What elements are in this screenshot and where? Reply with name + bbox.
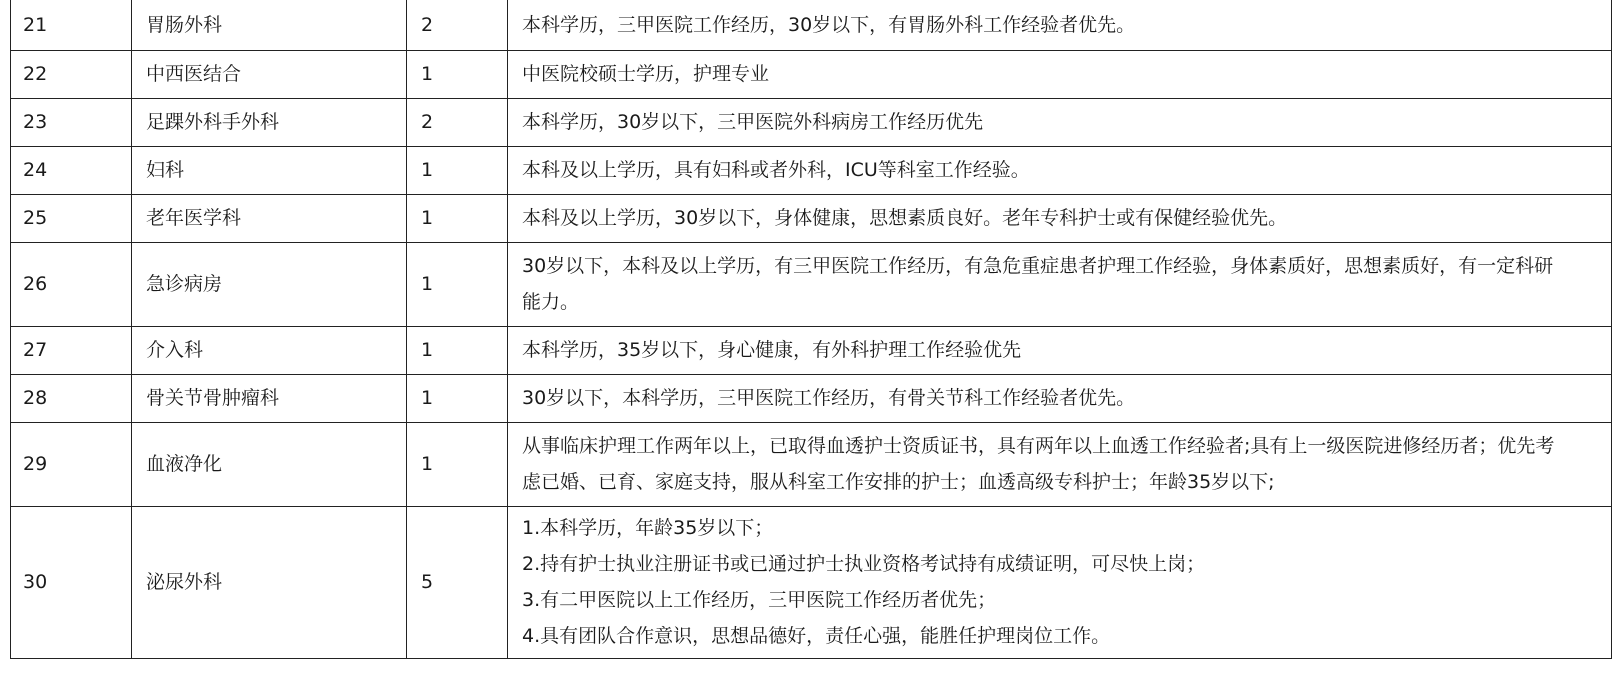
department-cell: 胃肠外科 xyxy=(132,0,407,50)
row-number-cell: 22 xyxy=(11,50,132,98)
table-row xyxy=(11,422,1612,506)
department-cell: 血液净化 xyxy=(132,422,407,506)
requirement-line: 虑已婚、已育、家庭支持，服从科室工作安排的护士；血透高级专科护士；年龄35岁以下; xyxy=(522,471,1275,493)
row-number-cell: 21 xyxy=(11,0,132,50)
requirement-line: 30岁以下，本科及以上学历，有三甲医院工作经历，有急危重症患者护理工作经验，身体素质好，思想素质好，有一定科研 xyxy=(522,255,1554,277)
requirement-line: 从事临床护理工作两年以上，已取得血透护士资质证书，具有两年以上血透工作经验者;具有上一级医院进修经历者；优先考 xyxy=(522,435,1555,457)
headcount-cell: 1 xyxy=(407,242,508,326)
requirement-line: 4.具有团队合作意识，思想品德好，责任心强，能胜任护理岗位工作。 xyxy=(522,625,1111,647)
headcount-cell: 1 xyxy=(407,374,508,422)
requirements-cell xyxy=(508,146,1612,194)
requirements-cell xyxy=(508,0,1612,50)
requirement-line: 本科及以上学历，具有妇科或者外科，ICU等科室工作经验。 xyxy=(522,159,1030,181)
row-number-cell: 30 xyxy=(11,506,132,658)
department-cell: 介入科 xyxy=(132,326,407,374)
requirements-cell xyxy=(508,194,1612,242)
row-number-cell: 28 xyxy=(11,374,132,422)
department-cell: 泌尿外科 xyxy=(132,506,407,658)
row-number-cell: 23 xyxy=(11,98,132,146)
table-row xyxy=(11,194,1612,242)
table-row xyxy=(11,98,1612,146)
row-number-cell: 29 xyxy=(11,422,132,506)
requirement-line: 本科学历，三甲医院工作经历，30岁以下，有胃肠外科工作经验者优先。 xyxy=(522,13,1136,36)
headcount-cell: 5 xyxy=(407,506,508,658)
department-cell: 骨关节骨肿瘤科 xyxy=(132,374,407,422)
requirement-line: 本科学历，30岁以下，三甲医院外科病房工作经历优先 xyxy=(522,111,984,133)
headcount-cell: 1 xyxy=(407,50,508,98)
headcount-cell: 2 xyxy=(407,98,508,146)
requirements-cell xyxy=(508,242,1612,326)
headcount-cell: 1 xyxy=(407,422,508,506)
table-row xyxy=(11,0,1612,50)
table-row xyxy=(11,50,1612,98)
requirements-table xyxy=(10,0,1612,659)
department-cell: 中西医结合 xyxy=(132,50,407,98)
headcount-cell: 2 xyxy=(407,0,508,50)
table-body xyxy=(11,0,1612,658)
requirement-line: 本科及以上学历，30岁以下，身体健康，思想素质良好。老年专科护士或有保健经验优先。 xyxy=(522,207,1288,229)
requirement-line: 2.持有护士执业注册证书或已通过护士执业资格考试持有成绩证明，可尽快上岗； xyxy=(522,553,1206,575)
department-cell: 老年医学科 xyxy=(132,194,407,242)
requirement-line: 3.有二甲医院以上工作经历，三甲医院工作经历者优先； xyxy=(522,589,997,611)
department-cell: 急诊病房 xyxy=(132,242,407,326)
table-row xyxy=(11,146,1612,194)
row-number-cell: 24 xyxy=(11,146,132,194)
table-row xyxy=(11,242,1612,326)
requirements-cell xyxy=(508,506,1612,658)
requirement-line: 中医院校硕士学历，护理专业 xyxy=(522,63,770,85)
row-number-cell: 26 xyxy=(11,242,132,326)
requirement-line: 能力。 xyxy=(522,291,580,313)
requirements-cell xyxy=(508,374,1612,422)
department-cell: 足踝外科手外科 xyxy=(132,98,407,146)
row-number-cell: 25 xyxy=(11,194,132,242)
headcount-cell: 1 xyxy=(407,326,508,374)
table-row xyxy=(11,326,1612,374)
requirement-line: 30岁以下，本科学历，三甲医院工作经历，有骨关节科工作经验者优先。 xyxy=(522,387,1136,409)
requirements-cell xyxy=(508,50,1612,98)
table-row xyxy=(11,374,1612,422)
headcount-cell: 1 xyxy=(407,194,508,242)
requirement-line: 本科学历，35岁以下，身心健康，有外科护理工作经验优先 xyxy=(522,339,1022,361)
row-number-cell: 27 xyxy=(11,326,132,374)
table-row xyxy=(11,506,1612,658)
requirement-line: 1.本科学历，年龄35岁以下； xyxy=(522,517,774,539)
requirements-cell xyxy=(508,326,1612,374)
department-cell: 妇科 xyxy=(132,146,407,194)
headcount-cell: 1 xyxy=(407,146,508,194)
requirements-cell xyxy=(508,422,1612,506)
requirements-cell xyxy=(508,98,1612,146)
